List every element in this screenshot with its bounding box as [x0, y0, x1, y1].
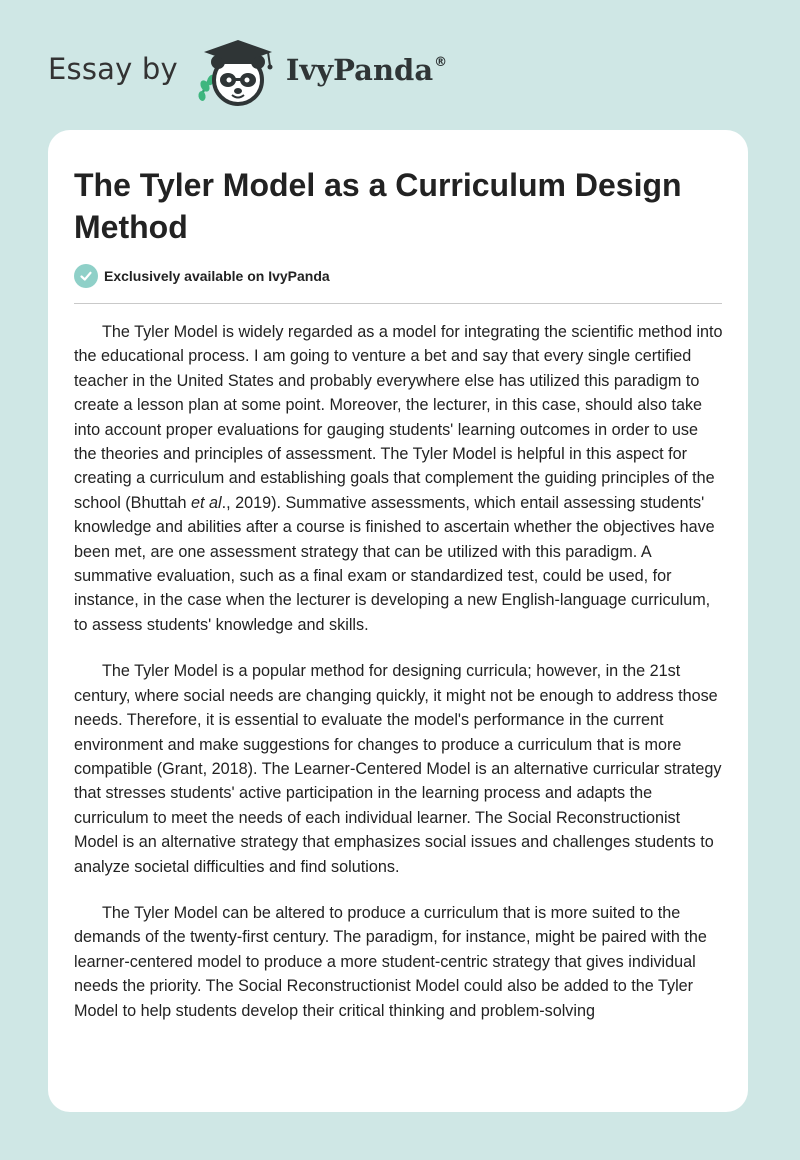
- check-icon: [74, 264, 98, 288]
- paragraph-2: The Tyler Model is a popular method for designing curricula; however, in the 21st century, where social needs are changing quickly, it might not be enough to address those needs. Therefore, it is essential to evaluate the model's performance in the current environment and make suggestions for changes to produce a curriculum that is more compatible (Grant, 2018). The Learner-Centered Model is an alternative curricular strategy that stresses students' active participation in the learning process and adapts the curriculum to meet the needs of each individual learner. The Social Reconstructionist Model is an alternative strategy that emphasizes social issues and challenges students to analyze societal difficulties and find solutions.: [74, 662, 722, 876]
- brand-name[interactable]: [286, 53, 447, 87]
- paragraph-1-part-a: The Tyler Model is widely regarded as a model for integrating the scientific method into the educational process. I am going to venture a bet and say that every single certified teacher in the United States and probably everywhere else has utilized this paradigm to create a lesson plan at some point. Moreover, the lecturer, in this case, should also take into account proper evaluations for gauging students' learning outcomes in order to use the theories and principles of assessment. The Tyler Model is helpful in this aspect for creating a curriculum and establishing goals that complement the guiding principles of the school (Bhuttah: [74, 323, 723, 512]
- paragraph-1: [74, 320, 724, 637]
- essay-body: [74, 320, 724, 1045]
- paragraph-1-part-b: ., 2019). Summative assessments, which entail assessing students' knowledge and abilities after a course is finished to ascertain whether the objectives have been met, are one assessment strategy that can be utilized with this paradigm. A summative evaluation, such as a final exam or standardized test, could be used, for instance, in the case when the lecturer is developing a new English-language curriculum, to assess students' knowledge and skills.: [74, 493, 715, 634]
- site-header: [48, 36, 447, 108]
- title-divider: [74, 303, 722, 304]
- essay-by-label: Essay by: [48, 52, 178, 86]
- trademark-symbol: ®: [434, 55, 448, 70]
- essay-title: The Tyler Model as a Curriculum Design Method: [74, 167, 682, 245]
- paragraph-1-etal: et al: [190, 493, 222, 512]
- brand-text: IvyPanda: [285, 53, 434, 87]
- panda-logo-icon[interactable]: [192, 36, 284, 108]
- essay-card: [48, 130, 748, 1112]
- badge-label: Exclusively available on IvyPanda: [104, 268, 330, 284]
- exclusive-badge: [74, 264, 330, 288]
- paragraph-3: The Tyler Model can be altered to produce a curriculum that is more suited to the demands of the twenty-first century. The paradigm, for instance, might be paired with the learner-centered model to produce a more student-centric strategy that gives individual needs the priority. The Social Reconstructionist Model could also be added to the Tyler Model to help students develop their critical thinking and problem-solving: [74, 903, 707, 1020]
